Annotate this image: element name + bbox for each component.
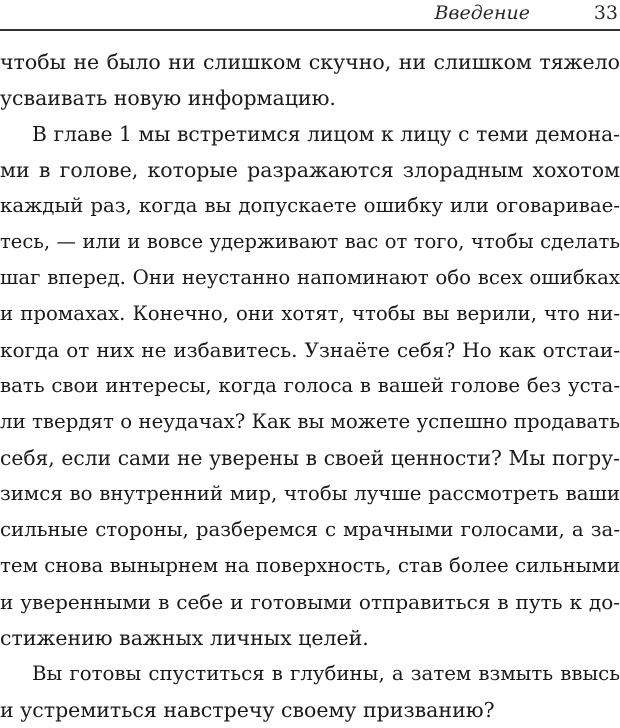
body-text: [0, 44, 620, 728]
text-line: стижению важных личных целей.: [0, 626, 369, 650]
text-line: сильные стороны, разберемся с мрачными голосами, а за-: [0, 518, 620, 541]
page-number: 33: [593, 2, 618, 24]
text-line: вать свои интересы, когда голоса в вашей голове без уста-: [0, 374, 620, 397]
text-line: ми в голове, которые разражаются злорадным хохотом: [0, 158, 620, 182]
text-line: шаг вперед. Они неустанно напоминают обо всех ошибках: [0, 266, 620, 289]
text-line: чтобы не было ни слишком скучно, ни слишком тяжело: [0, 50, 620, 74]
header-rule: [0, 29, 620, 31]
text-line: и промахах. Конечно, они хотят, чтобы вы верили, что ни-: [0, 302, 620, 325]
running-head: [0, 0, 620, 30]
text-line: тесь, — или и вовсе удерживают вас от того, чтобы сделать: [0, 230, 620, 253]
text-line: ли твердят о неудачах? Как вы можете успешно продавать: [0, 410, 620, 433]
text-line: когда от них не избавитесь. Узнаёте себя? Но как отстаи-: [0, 338, 620, 362]
text-line: Вы готовы спуститься в глубины, а затем взмыть ввысь: [32, 662, 620, 685]
text-line: и устремиться навстречу своему призванию?: [0, 698, 495, 722]
text-line: В главе 1 мы встретимся лицом к лицу с теми демона-: [32, 122, 620, 146]
text-line: и уверенными в себе и готовыми отправиться в путь к до-: [0, 590, 620, 614]
section-name: Введение: [434, 2, 530, 24]
text-line: зимся во внутренний мир, чтобы лучше рассмотреть ваши: [0, 482, 620, 505]
text-line: тем снова вынырнем на поверхность, став более сильными: [0, 554, 620, 577]
text-line: каждый раз, когда вы допускаете ошибку или оговариваe-: [0, 194, 620, 217]
text-line: усваивать новую информацию.: [0, 86, 336, 110]
text-line: себя, если сами не уверены в своей ценности? Мы погру-: [0, 446, 620, 470]
